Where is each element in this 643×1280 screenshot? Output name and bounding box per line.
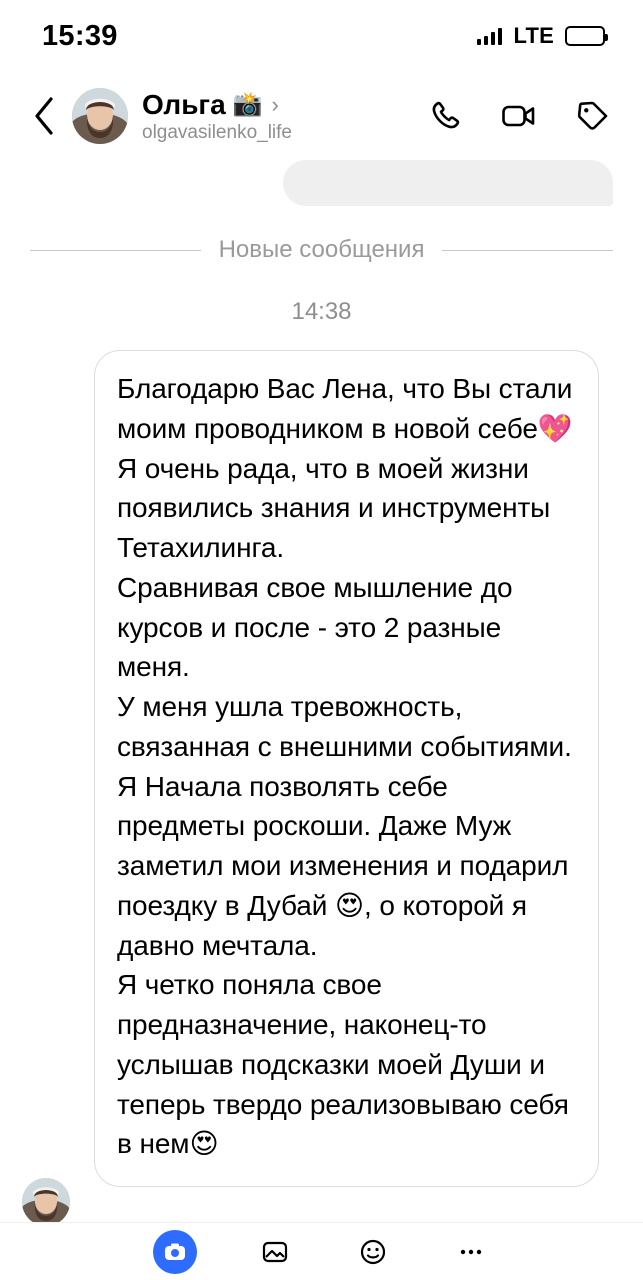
chat-title-block[interactable]	[142, 89, 415, 144]
message-paragraph: У меня ушла тревожность, связанная с внешними событиями. Я Начала позволять себе предметы роскоши. Даже Муж заметил мои изменения и подарил поездку в Дубай 😍, о которой я давно мечтала.	[117, 691, 572, 961]
message-bubble[interactable]	[94, 350, 599, 1187]
battery-icon	[565, 26, 605, 46]
message-timestamp: 14:38	[291, 298, 352, 325]
page-title: Ольга	[142, 88, 226, 120]
tag-icon[interactable]	[573, 96, 613, 136]
back-chevron-icon[interactable]	[22, 94, 66, 138]
chat-title-row	[142, 89, 415, 121]
message-paragraph: Сравнивая свое мышление до курсов и после - это 2 разные меня.	[117, 571, 513, 683]
message-row	[22, 350, 621, 1187]
message-paragraph: Благодарю Вас Лена, что Вы стали моим проводником в новой себе💖	[117, 373, 573, 444]
more-button[interactable]	[451, 1232, 491, 1272]
message-thread[interactable]	[0, 160, 643, 1280]
composer-bar	[0, 1222, 643, 1280]
chevron-right-icon[interactable]: ›	[271, 91, 279, 117]
message-paragraph: Я четко поняла свое предназначение, наконец-то услышав подсказки моей Души и теперь твердо реализовываю себя в нем😍	[117, 969, 569, 1160]
new-messages-divider	[30, 236, 613, 264]
divider-line-right	[442, 250, 613, 251]
phone-icon[interactable]	[425, 96, 465, 136]
sender-avatar[interactable]	[22, 1178, 70, 1226]
divider-line-left	[30, 250, 201, 251]
gallery-button[interactable]	[255, 1232, 295, 1272]
status-time: 15:39	[42, 19, 118, 52]
message-paragraph: Я очень рада, что в моей жизни появились знания и инструменты Тетахилинга.	[117, 452, 551, 563]
chat-username: olgavasilenko_life	[142, 121, 292, 143]
chat-header	[0, 72, 643, 160]
contact-avatar[interactable]	[72, 88, 128, 144]
camera-button[interactable]	[153, 1230, 197, 1274]
network-type-label: LTE	[513, 23, 554, 48]
status-bar	[0, 0, 643, 72]
status-indicators	[477, 23, 605, 49]
previous-message-bubble[interactable]	[283, 160, 613, 206]
new-messages-label: Новые сообщения	[218, 236, 425, 263]
signal-bars-icon	[477, 27, 502, 45]
camera-emoji-icon: 📸	[232, 90, 263, 118]
header-actions	[425, 96, 613, 136]
video-camera-icon[interactable]	[499, 96, 539, 136]
sticker-button[interactable]	[353, 1232, 393, 1272]
